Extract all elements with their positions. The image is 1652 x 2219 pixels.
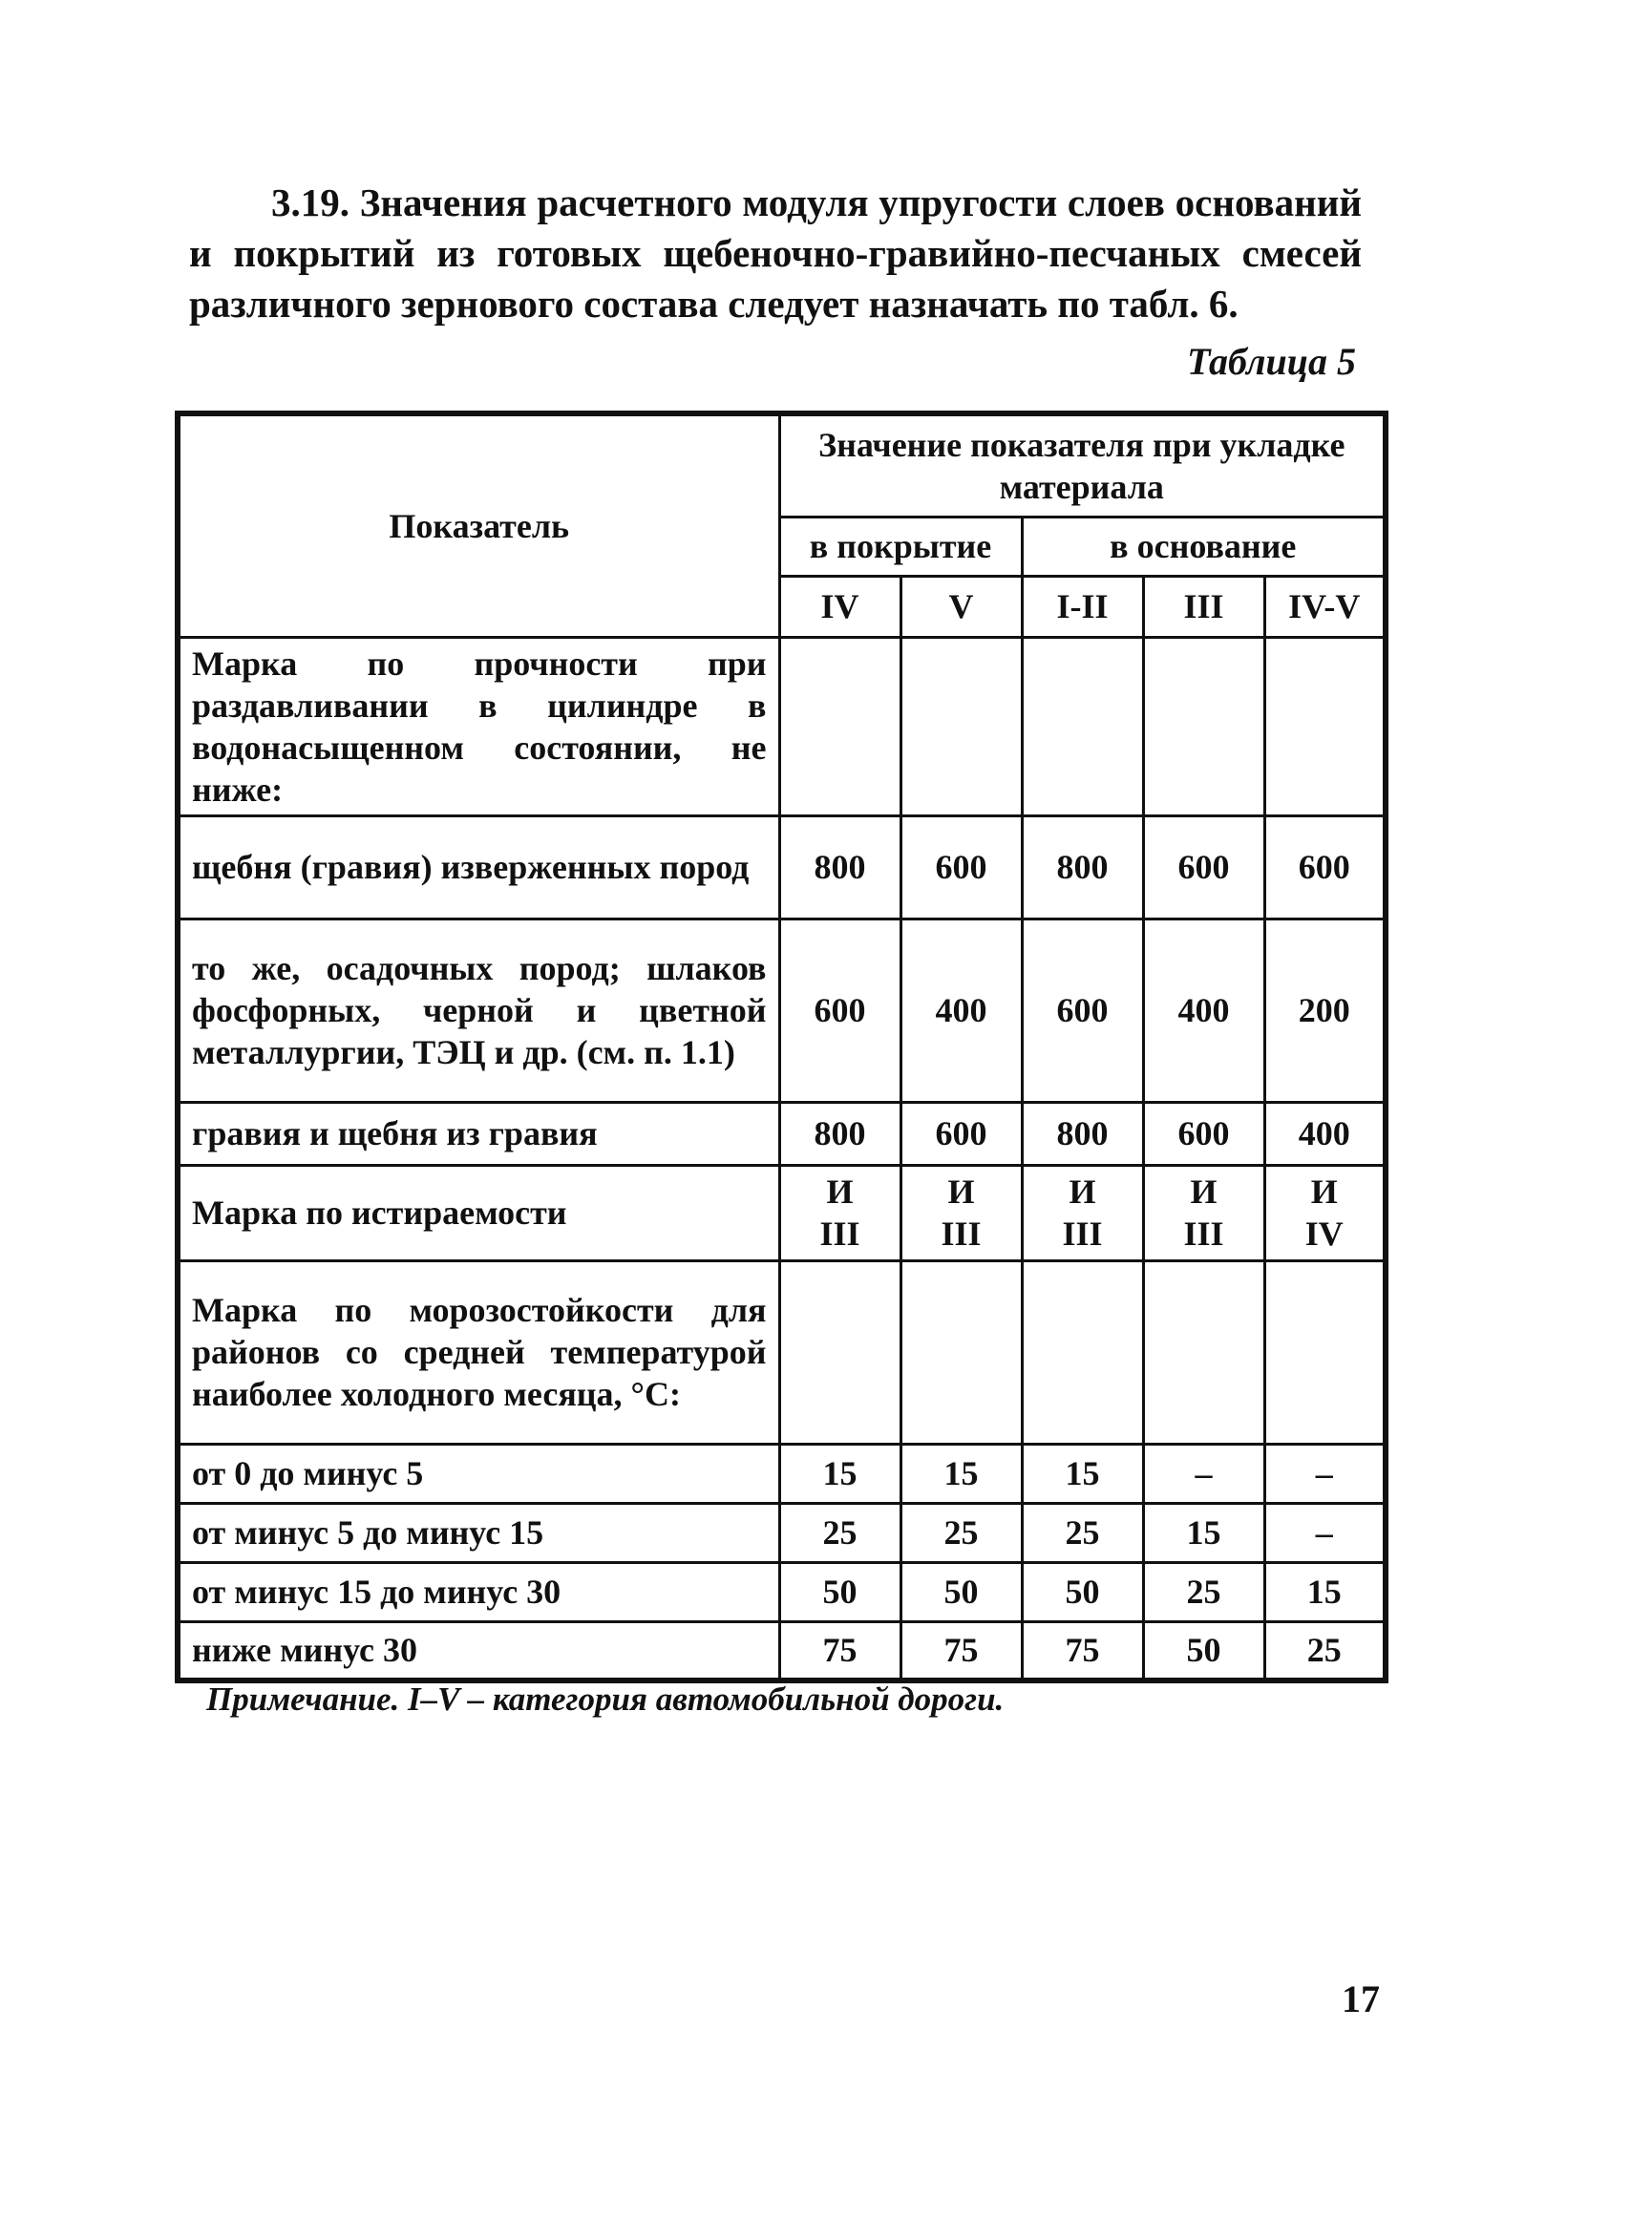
table-cell: 25: [1022, 1503, 1143, 1562]
table-cell: [1264, 1260, 1386, 1444]
row-label: Марка по истираемости: [178, 1165, 779, 1260]
table-cell: 50: [1022, 1562, 1143, 1621]
row-label: Марка по морозостойкости для районов со средней температурой наиболее холодного месяца, °С:: [178, 1260, 779, 1444]
table-cell: 50: [1143, 1621, 1264, 1680]
table-cell: 800: [779, 815, 900, 919]
header-sub-base: в основание: [1022, 517, 1386, 576]
table-cell: [1022, 1260, 1143, 1444]
table-cell: 15: [779, 1444, 900, 1503]
table-cell: 75: [1022, 1621, 1143, 1680]
table-cell: 600: [1143, 815, 1264, 919]
table-cell: [779, 1260, 900, 1444]
table-cell: 400: [1143, 919, 1264, 1102]
table-row: [178, 1562, 1386, 1621]
table-cell: [1022, 637, 1143, 815]
table-cell: 15: [1264, 1562, 1386, 1621]
table-cell: [1264, 637, 1386, 815]
row-label: щебня (гравия) изверженных пород: [178, 815, 779, 919]
table-cell: 800: [779, 1102, 900, 1165]
table-cell: [1143, 1260, 1264, 1444]
cell-line: И: [947, 1173, 975, 1211]
table-cell: 15: [1022, 1444, 1143, 1503]
paragraph-text: 3.19. Значения расчетного модуля упругости слоев оснований и покрытий из готовых щебеночно-гравийно-песчаных смесей различного зернового состава следует назначать по табл. 6.: [189, 180, 1362, 326]
table-cell: –: [1264, 1444, 1386, 1503]
table-caption: Таблица 5: [1187, 340, 1356, 383]
header-category: IV: [779, 576, 900, 637]
table-cell: 600: [900, 815, 1022, 919]
data-table: [175, 411, 1388, 1683]
row-label: от минус 15 до минус 30: [178, 1562, 779, 1621]
table-cell: 400: [1264, 1102, 1386, 1165]
table-cell: 15: [1143, 1503, 1264, 1562]
row-label: то же, осадочных пород; шлаков фосфорных, черной и цветной металлургии, ТЭЦ и др. (см. п. 1.1): [178, 919, 779, 1102]
table-cell: [1143, 1165, 1264, 1260]
table-row: [178, 919, 1386, 1102]
table-cell: 25: [779, 1503, 900, 1562]
table-cell: [779, 1165, 900, 1260]
header-category: I-II: [1022, 576, 1143, 637]
table-row: [178, 637, 1386, 815]
table-cell: 800: [1022, 815, 1143, 919]
paragraph-3-19: [189, 178, 1362, 329]
table-cell: 75: [900, 1621, 1022, 1680]
header-category: III: [1143, 576, 1264, 637]
table-cell: –: [1143, 1444, 1264, 1503]
cell-line: И: [826, 1173, 854, 1211]
table-row: [178, 1503, 1386, 1562]
row-label: гравия и щебня из гравия: [178, 1102, 779, 1165]
table-cell: –: [1264, 1503, 1386, 1562]
table-cell: 600: [900, 1102, 1022, 1165]
table-cell: 600: [1264, 815, 1386, 919]
header-indicator: Показатель: [178, 413, 779, 637]
cell-line: И: [1310, 1173, 1338, 1211]
table-cell: 600: [1022, 919, 1143, 1102]
header-group: Значение показателя при укладке материала: [779, 413, 1386, 517]
table-cell: 50: [900, 1562, 1022, 1621]
table-cell: 800: [1022, 1102, 1143, 1165]
table-cell: [900, 637, 1022, 815]
table-row: [178, 1260, 1386, 1444]
row-label: от минус 5 до минус 15: [178, 1503, 779, 1562]
table-note: Примечание. I–V – категория автомобильной дороги.: [206, 1680, 1005, 1718]
header-sub-coating: в покрытие: [779, 517, 1022, 576]
table-row: [178, 815, 1386, 919]
header-category: V: [900, 576, 1022, 637]
header-category: IV-V: [1264, 576, 1386, 637]
table-cell: [900, 1260, 1022, 1444]
row-label: от 0 до минус 5: [178, 1444, 779, 1503]
table-cell: 600: [1143, 1102, 1264, 1165]
table-row: [178, 1444, 1386, 1503]
cell-line: И: [1069, 1173, 1096, 1211]
row-label: Марка по прочности при раздавливании в цилиндре в водонасыщенном состоянии, не ниже:: [178, 637, 779, 815]
table-cell: 25: [1143, 1562, 1264, 1621]
page-number: 17: [1342, 1977, 1380, 2020]
table-cell: 200: [1264, 919, 1386, 1102]
table-cell: [1143, 637, 1264, 815]
table-cell: [779, 637, 900, 815]
table-cell: [1022, 1165, 1143, 1260]
table-row: [178, 1165, 1386, 1260]
table-cell: 50: [779, 1562, 900, 1621]
table-cell: 15: [900, 1444, 1022, 1503]
table-cell: 25: [900, 1503, 1022, 1562]
table-row: [178, 1102, 1386, 1165]
cell-line: И: [1190, 1173, 1218, 1211]
table-cell: [900, 1165, 1022, 1260]
cell-line: III: [1183, 1215, 1224, 1253]
table-cell: 75: [779, 1621, 900, 1680]
cell-line: III: [941, 1215, 982, 1253]
cell-line: IV: [1304, 1215, 1344, 1253]
table-cell: 400: [900, 919, 1022, 1102]
table-cell: [1264, 1165, 1386, 1260]
cell-line: III: [819, 1215, 860, 1253]
table-cell: 600: [779, 919, 900, 1102]
table-row: [178, 1621, 1386, 1680]
row-label: ниже минус 30: [178, 1621, 779, 1680]
cell-line: III: [1062, 1215, 1103, 1253]
table-cell: 25: [1264, 1621, 1386, 1680]
